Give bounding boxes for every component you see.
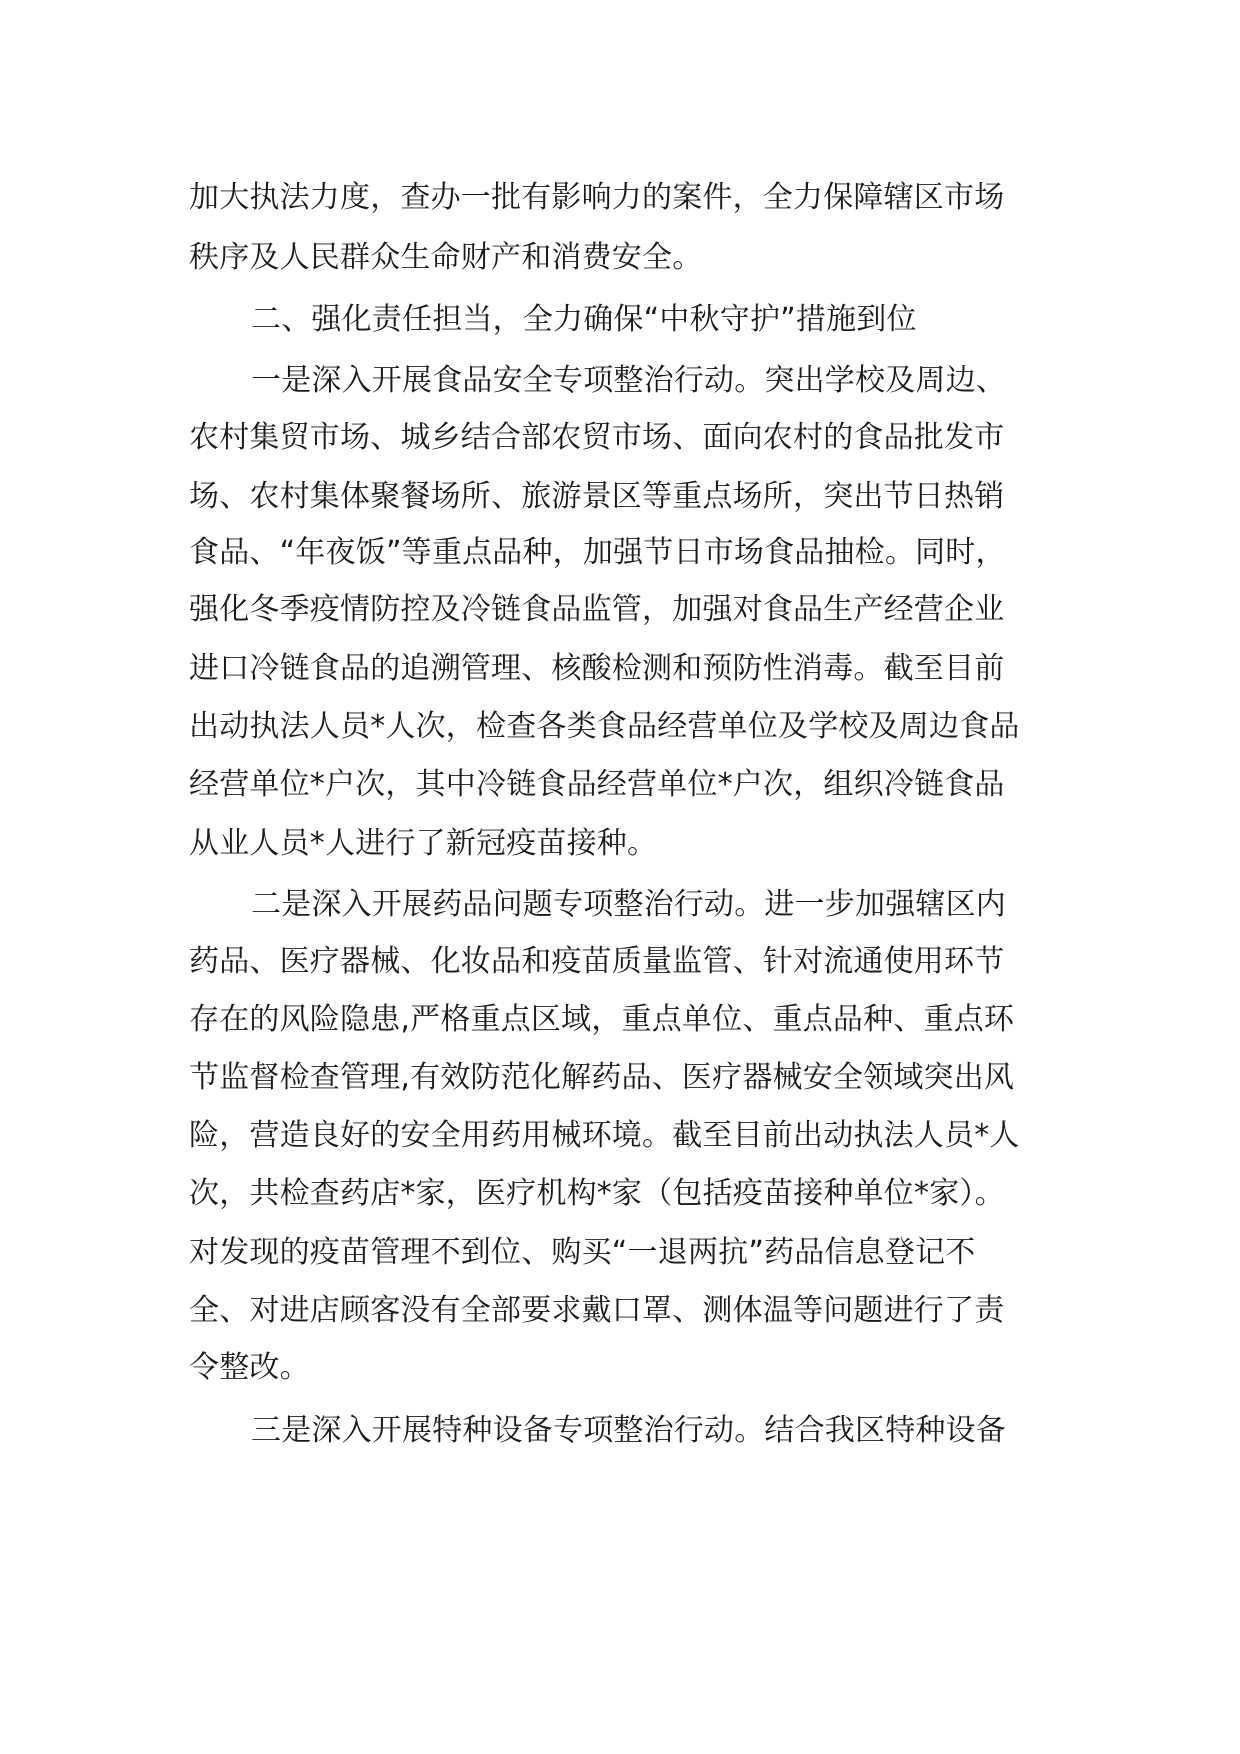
body-text-line: 令整改。 [189,1350,310,1385]
paragraph-first-line: 三是深入开展特种设备专项整治行动。结合我区特种设备 [251,1413,1006,1448]
body-text-line: 经营单位*户次，其中冷链食品经营单位*户次，组织冷链食品 [189,767,1005,802]
body-text-line: 存在的风险隐患,严格重点区域，重点单位、重点品种、重点环 [189,1002,1015,1037]
body-text-line: 次，共检查药店*家，医疗机构*家（包括疫苗接种单位*家）。 [189,1176,1005,1211]
body-text-line: 出动执法人员*人次，检查各类食品经营单位及学校及周边食品 [189,709,1020,744]
body-text-line: 节监督检查管理,有效防范化解药品、医疗器械安全领域突出风 [189,1060,1015,1095]
body-text-line: 秩序及人民群众生命财产和消费安全。 [189,240,703,275]
body-text-line: 险，营造良好的安全用药用械环境。截至目前出动执法人员*人 [189,1118,1020,1153]
body-text-line: 加大执法力度，查办一批有影响力的案件，全力保障辖区市场 [189,180,1005,215]
body-text-line: 食品、“年夜饭”等重点品种，加强节日市场食品抽检。同时， [189,535,1006,570]
body-text-line: 全、对进店顾客没有全部要求戴口罩、测体温等问题进行了责 [189,1293,1005,1328]
body-text-line: 药品、医疗器械、化妆品和疫苗质量监管、针对流通使用环节 [189,944,1005,979]
paragraph-first-line: 二是深入开展药品问题专项整治行动。进一步加强辖区内 [251,887,1006,922]
body-text-line: 进口冷链食品的追溯管理、核酸检测和预防性消毒。截至目前 [189,651,1005,686]
section-heading: 二、强化责任担当，全力确保“中秋守护”措施到位 [251,302,917,337]
body-text-line: 农村集贸市场、城乡结合部农贸市场、面向农村的食品批发市 [189,420,1005,455]
paragraph-first-line: 一是深入开展食品安全专项整治行动。突出学校及周边、 [251,363,1006,398]
body-text-line: 从业人员*人进行了新冠疫苗接种。 [189,826,658,861]
body-text-line: 对发现的疫苗管理不到位、购买“一退两抗”药品信息登记不 [189,1235,976,1270]
body-text-line: 场、农村集体聚餐场所、旅游景区等重点场所，突出节日热销 [189,479,1005,514]
body-text-line: 强化冬季疫情防控及冷链食品监管，加强对食品生产经营企业 [189,592,1005,627]
